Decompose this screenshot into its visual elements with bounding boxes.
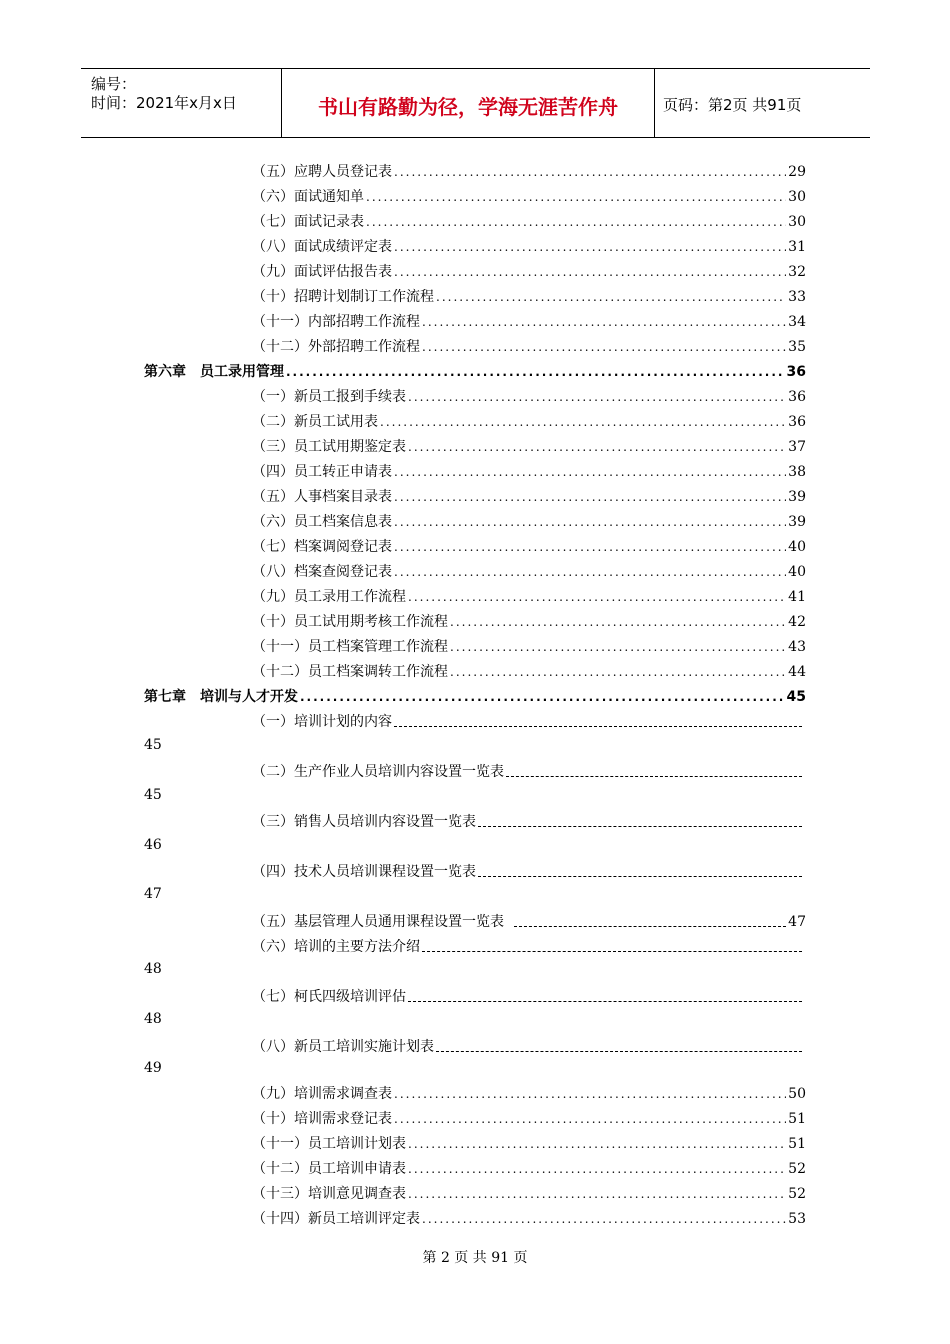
toc-leader (422, 1212, 786, 1226)
toc-entry-page: 45 (144, 787, 162, 803)
toc-entry-page: 31 (788, 239, 806, 255)
toc-entry[interactable] (252, 711, 804, 731)
toc-leader (394, 565, 786, 579)
toc-entry[interactable] (252, 661, 806, 681)
toc-entry-title: （十二）员工档案调转工作流程 (252, 664, 448, 680)
number-label: 编号： (91, 75, 137, 93)
toc-entry[interactable] (252, 461, 806, 481)
toc-entry-page: 50 (788, 1086, 806, 1102)
toc-entry[interactable] (252, 936, 804, 956)
toc-entry-title: （三）销售人员培训内容设置一览表 (252, 814, 476, 830)
toc-entry[interactable] (252, 611, 806, 631)
toc-entry-page: 45 (144, 737, 162, 753)
toc-entry-page: 52 (788, 1186, 806, 1202)
toc-chapter-entry[interactable] (144, 686, 806, 706)
toc-entry[interactable] (252, 186, 806, 206)
toc-entry-page: 36 (788, 389, 806, 405)
toc-leader (394, 265, 786, 279)
toc-entry[interactable] (252, 286, 806, 306)
toc-entry[interactable] (252, 1108, 806, 1128)
toc-entry-title: （十四）新员工培训评定表 (252, 1211, 420, 1227)
toc-entry-title: （五）应聘人员登记表 (252, 164, 392, 180)
header-meta-cell (81, 69, 282, 137)
toc-entry-page: 30 (788, 189, 806, 205)
toc-entry[interactable] (252, 211, 806, 231)
toc-entry-title: （五）基层管理人员通用课程设置一览表 (252, 914, 504, 930)
toc-entry[interactable] (252, 436, 806, 456)
toc-entry-title: （十二）外部招聘工作流程 (252, 339, 420, 355)
toc-leader (422, 950, 802, 952)
toc-entry-page: 49 (144, 1060, 162, 1076)
toc-entry-page: 53 (788, 1211, 806, 1227)
toc-leader (366, 190, 786, 204)
toc-entry-page: 48 (144, 1011, 162, 1027)
toc-entry-title: （四）员工转正申请表 (252, 464, 392, 480)
toc-leader (408, 1137, 786, 1151)
toc-entry-page: 39 (788, 489, 806, 505)
toc-leader (394, 465, 786, 479)
toc-leader (408, 390, 786, 404)
header-page-cell (655, 69, 870, 137)
toc-entry-title: （七）档案调阅登记表 (252, 539, 392, 555)
toc-chapter-title: 第六章 员工录用管理 (144, 364, 284, 380)
toc-entry[interactable] (252, 986, 804, 1006)
toc-entry-page: 52 (788, 1161, 806, 1177)
motto-text: 书山有路勤为径，学海无涯苦作舟 (318, 95, 618, 119)
toc-entry-title: （九）员工录用工作流程 (252, 589, 406, 605)
toc-entry[interactable] (252, 511, 806, 531)
header-motto-cell (282, 69, 655, 137)
toc-entry-page: 41 (788, 589, 806, 605)
toc-entry[interactable] (252, 911, 806, 931)
toc-entry[interactable] (252, 1083, 806, 1103)
toc-entry[interactable] (252, 336, 806, 356)
toc-leader (394, 1112, 786, 1126)
toc-entry-page: 44 (788, 664, 806, 680)
toc-leader (300, 690, 785, 704)
toc-entry-title: （二）生产作业人员培训内容设置一览表 (252, 764, 504, 780)
toc-entry[interactable] (252, 636, 806, 656)
page-info: 页码：第2页 共91页 (663, 96, 802, 114)
toc-entry-page: 45 (786, 689, 806, 705)
toc-entry-page: 29 (788, 164, 806, 180)
toc-entry[interactable] (252, 236, 806, 256)
toc-entry-title: （二）新员工试用表 (252, 414, 378, 430)
toc-entry-title: （一）新员工报到手续表 (252, 389, 406, 405)
toc-entry-page: 34 (788, 314, 806, 330)
toc-leader (394, 165, 786, 179)
toc-leader (394, 515, 786, 529)
toc-entry-title: （十）招聘计划制订工作流程 (252, 289, 434, 305)
toc-leader (394, 540, 786, 554)
toc-entry-page: 48 (144, 961, 162, 977)
toc-leader (394, 490, 786, 504)
toc-leader (408, 1000, 802, 1002)
toc-entry-page: 51 (788, 1111, 806, 1127)
toc-entry-title: （十一）员工档案管理工作流程 (252, 639, 448, 655)
toc-entry[interactable] (252, 811, 804, 831)
toc-chapter-entry[interactable] (144, 361, 806, 381)
toc-entry-title: （八）面试成绩评定表 (252, 239, 392, 255)
toc-entry-page: 40 (788, 564, 806, 580)
toc-entry[interactable] (252, 536, 806, 556)
toc-entry-page: 46 (144, 837, 162, 853)
toc-entry-title: （三）员工试用期鉴定表 (252, 439, 406, 455)
toc-entry-page: 43 (788, 639, 806, 655)
toc-entry[interactable] (252, 586, 806, 606)
toc-entry[interactable] (252, 311, 806, 331)
toc-entry-page: 33 (788, 289, 806, 305)
toc-leader (286, 365, 785, 379)
toc-leader (380, 415, 786, 429)
toc-leader (394, 240, 786, 254)
toc-entry[interactable] (252, 1133, 806, 1153)
toc-leader (450, 615, 786, 629)
toc-entry-title: （九）培训需求调查表 (252, 1086, 392, 1102)
toc-leader (478, 875, 802, 877)
toc-leader (408, 1187, 786, 1201)
toc-entry-page: 40 (788, 539, 806, 555)
toc-entry-title: （八）新员工培训实施计划表 (252, 1039, 434, 1055)
toc-entry-title: （十一）内部招聘工作流程 (252, 314, 420, 330)
toc-entry-title: （十三）培训意见调查表 (252, 1186, 406, 1202)
toc-entry[interactable] (252, 761, 804, 781)
toc-leader (514, 925, 786, 927)
toc-leader (408, 1162, 786, 1176)
toc-entry-page: 47 (144, 886, 162, 902)
toc-entry-page: 36 (786, 364, 806, 380)
toc-entry-page: 32 (788, 264, 806, 280)
toc-entry[interactable] (252, 1183, 806, 1203)
toc-entry-page: 37 (788, 439, 806, 455)
toc-leader (436, 1050, 802, 1052)
toc-entry-title: （十）培训需求登记表 (252, 1111, 392, 1127)
toc-entry[interactable] (252, 561, 806, 581)
toc-entry-title: （八）档案查阅登记表 (252, 564, 392, 580)
toc-entry-title: （九）面试评估报告表 (252, 264, 392, 280)
toc-leader (366, 215, 786, 229)
toc-entry[interactable] (252, 411, 806, 431)
toc-leader (478, 825, 802, 827)
toc-entry[interactable] (252, 1208, 806, 1228)
toc-leader (422, 315, 786, 329)
toc-entry-title: （六）培训的主要方法介绍 (252, 939, 420, 955)
toc-leader (450, 640, 786, 654)
toc-entry-title: （十一）员工培训计划表 (252, 1136, 406, 1152)
toc-entry[interactable] (252, 486, 806, 506)
toc-entry-title: （十二）员工培训申请表 (252, 1161, 406, 1177)
toc-entry-page: 36 (788, 414, 806, 430)
toc-leader (422, 340, 786, 354)
time-label: 时间：2021年x月x日 (91, 94, 237, 112)
toc-entry[interactable] (252, 261, 806, 281)
toc-entry-page: 51 (788, 1136, 806, 1152)
toc-entry-page: 39 (788, 514, 806, 530)
toc-entry-title: （六）员工档案信息表 (252, 514, 392, 530)
page-header (81, 68, 870, 138)
toc-entry-page: 42 (788, 614, 806, 630)
toc-entry[interactable] (252, 386, 806, 406)
toc-entry[interactable] (252, 861, 804, 881)
toc-entry[interactable] (252, 1158, 806, 1178)
toc-entry-title: （七）面试记录表 (252, 214, 364, 230)
toc-leader (408, 440, 786, 454)
toc-leader (408, 590, 786, 604)
toc-leader (394, 1087, 786, 1101)
toc-entry-title: （六）面试通知单 (252, 189, 364, 205)
toc-leader (394, 725, 802, 727)
toc-entry-page: 30 (788, 214, 806, 230)
toc-entry[interactable] (252, 161, 806, 181)
toc-entry-page: 35 (788, 339, 806, 355)
toc-entry-title: （五）人事档案目录表 (252, 489, 392, 505)
toc-chapter-title: 第七章 培训与人才开发 (144, 689, 298, 705)
page-footer: 第 2 页 共 91 页 (422, 1250, 528, 1266)
toc-entry-title: （四）技术人员培训课程设置一览表 (252, 864, 476, 880)
toc-leader (436, 290, 786, 304)
toc-leader (450, 665, 786, 679)
toc-entry-title: （七）柯氏四级培训评估 (252, 989, 406, 1005)
toc-entry-page: 47 (788, 914, 806, 930)
toc-entry-title: （十）员工试用期考核工作流程 (252, 614, 448, 630)
toc-leader (506, 775, 802, 777)
toc-entry-page: 38 (788, 464, 806, 480)
toc-entry-title: （一）培训计划的内容 (252, 714, 392, 730)
toc-entry[interactable] (252, 1036, 804, 1056)
